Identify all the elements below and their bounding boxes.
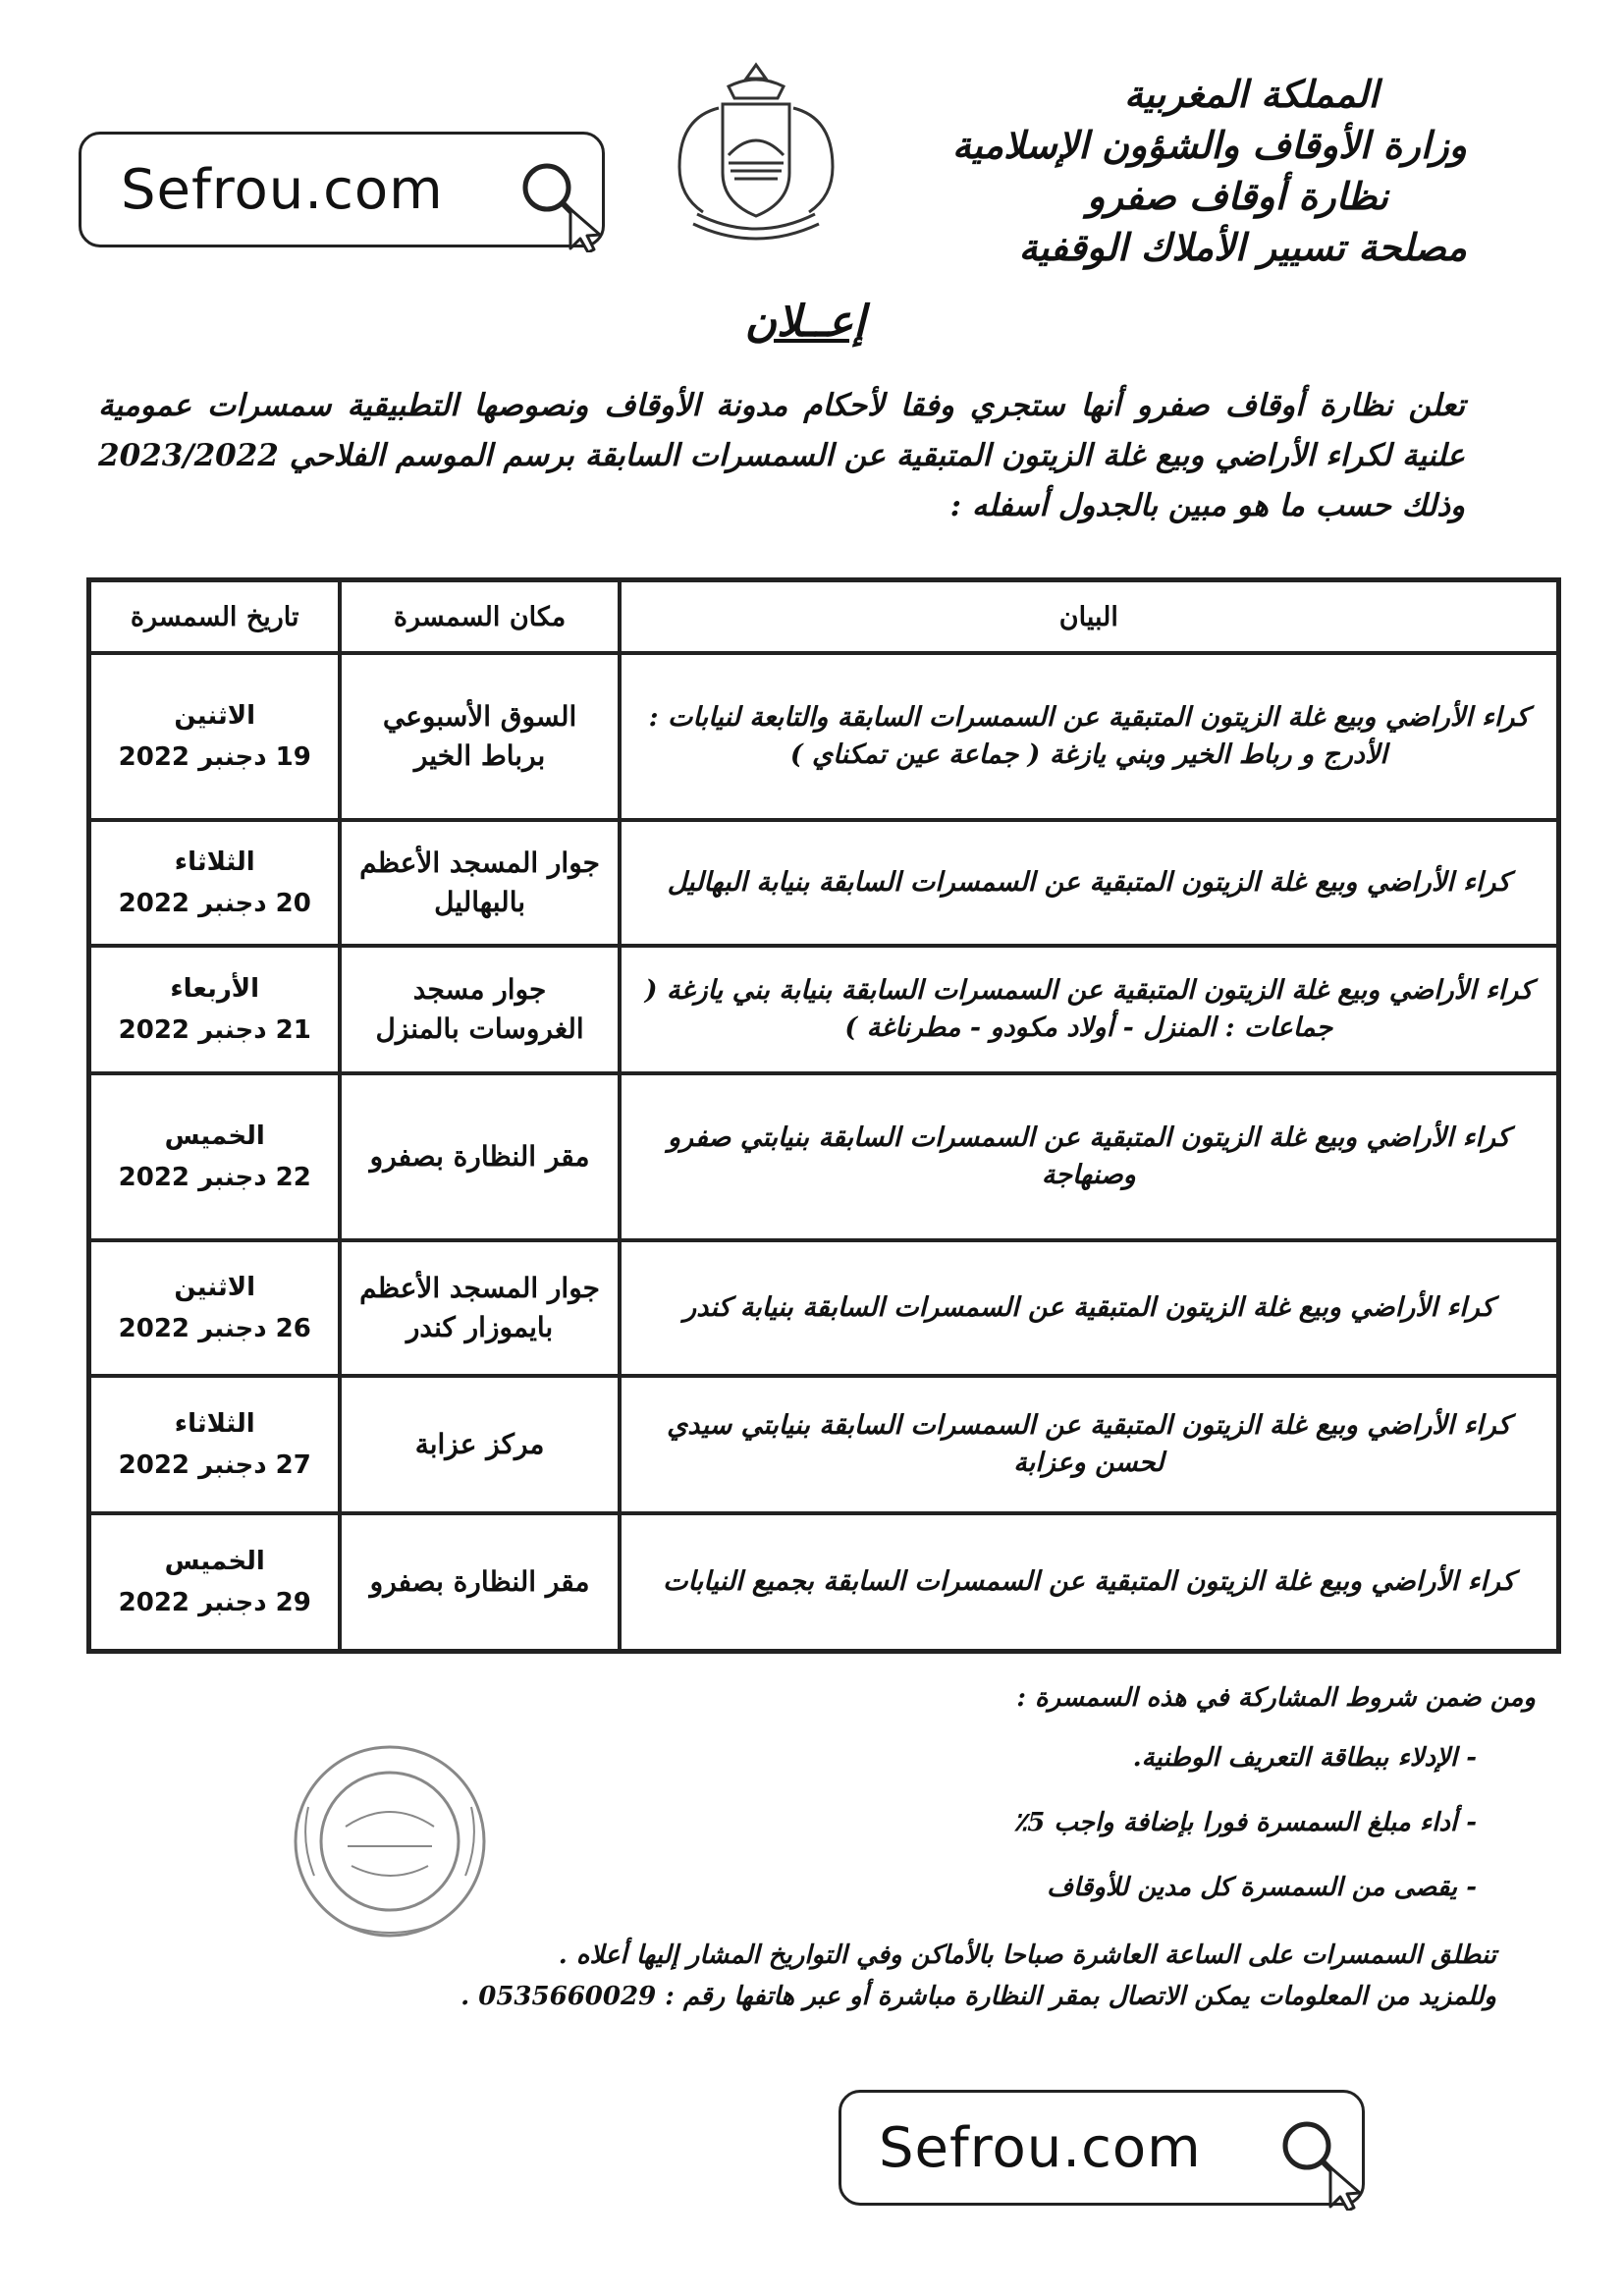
row-place: جوار المسجد الأعظم بايموزار كندر [340,1240,619,1376]
conditions-heading: ومن ضمن شروط المشاركة في هذه السمسرة : [1016,1683,1536,1713]
intro-paragraph: تعلن نظارة أوقاف صفرو أنها ستجري وفقا لأحكام مدونة الأوقاف ونصوصها التطبيقية سمسرات عمومية علنية لكراء الأراضي وبيع غلة الزيتون المتبقية عن السمسرات السابقة برسم الموسم الفلاحي 2023/2022 وذلك حسب ما هو مبين بالجدول أسفله : [98,388,1465,523]
row-desc: كراء الأراضي وبيع غلة الزيتون المتبقية عن السمسرات السابقة بنيابتي صفرو وصنهاجة [620,1073,1558,1240]
row-day: الاثنين [174,1273,256,1302]
participation-conditions [593,1683,1536,1935]
row-date-value: 29 دجنبر 2022 [118,1588,311,1617]
row-date-value: 21 دجنبر 2022 [118,1015,311,1045]
table-row [89,1240,1558,1376]
row-date-value: 20 دجنبر 2022 [118,889,311,918]
row-date-value: 22 دجنبر 2022 [118,1163,311,1192]
row-date [89,653,340,820]
table-row [89,1376,1558,1513]
row-day: الثلاثاء [174,847,255,877]
footer-time-note: تنطلق السمسرات على الساعة العاشرة صباحا بالأماكن وفي التواريخ المشار إليها أعلاه . [558,1941,1496,1970]
condition-item: - أداء مبلغ السمسرة فورا بإضافة واجب 5٪ [1013,1808,1477,1837]
footer-contact-note: وللمزيد من المعلومات يمكن الاتصال بمقر النظارة مباشرة أو عبر هاتفها رقم : 0535660029 . [460,1982,1496,2011]
header-line-service: مصلحة تسيير الأملاك الوقفية [1018,225,1467,269]
watermark-bottom [839,2090,1365,2206]
row-desc: كراء الأراضي وبيع غلة الزيتون المتبقية عن السمسرات السابقة والتابعة لنيابات : الأدرج و رباط الخير وبني يازغة ( جماعة عين تمكناي ) [620,653,1558,820]
row-place: مقر النظارة بصفرو [340,1073,619,1240]
row-place: مقر النظارة بصفرو [340,1513,619,1651]
row-place: جوار المسجد الأعظم بالبهاليل [340,820,619,946]
row-day: الثلاثاء [174,1409,255,1439]
row-desc: كراء الأراضي وبيع غلة الزيتون المتبقية عن السمسرات السابقة بنيابة بني يازغة ( جماعات : المنزل - أولاد مكودو - مطرناغة ) [620,946,1558,1073]
watermark-text: Sefrou.com [121,157,444,222]
row-date-value: 26 دجنبر 2022 [118,1314,311,1343]
row-date [89,820,340,946]
table-header-row [89,580,1558,653]
row-date-value: 19 دجنبر 2022 [118,742,311,772]
row-date [89,1376,340,1513]
schedule-table [86,577,1561,1654]
row-day: الخميس [164,1547,265,1576]
institution-header [917,69,1467,273]
condition-item: - الإدلاء ببطاقة التعريف الوطنية. [1132,1743,1477,1773]
row-date-value: 27 دجنبر 2022 [118,1450,311,1480]
row-day: الخميس [164,1121,265,1151]
watermark-top [79,132,605,247]
row-desc: كراء الأراضي وبيع غلة الزيتون المتبقية عن السمسرات السابقة بنيابتي سيدي لحسن وعزابة [620,1376,1558,1513]
table-row [89,820,1558,946]
row-place: جوار مسجد الغروسات بالمنزل [340,946,619,1073]
header-line-kingdom: المملكة المغربية [1123,72,1379,116]
row-day: الأربعاء [170,974,260,1004]
official-stamp-icon [287,1738,493,1944]
footer-notes [220,1935,1496,2017]
header-desc: البيان [620,580,1558,653]
row-place: السوق الأسبوعي برباط الخير [340,653,619,820]
coat-of-arms-icon [658,57,854,244]
condition-item: - يقصى من السمسرة كل مدين للأوقاف [1047,1873,1477,1902]
row-date [89,1073,340,1240]
table-row [89,1513,1558,1651]
table-row [89,946,1558,1073]
header-place: مكان السمسرة [340,580,619,653]
row-date [89,1240,340,1376]
table-row [89,653,1558,820]
watermark-text: Sefrou.com [879,2115,1202,2180]
row-desc: كراء الأراضي وبيع غلة الزيتون المتبقية عن السمسرات السابقة بنيابة كندر [620,1240,1558,1376]
row-place: مركز عزابة [340,1376,619,1513]
header-line-nadara: نظارة أوقاف صفرو [1087,174,1388,218]
search-cursor-icon [1273,2112,1362,2211]
row-day: الاثنين [174,701,256,731]
row-desc: كراء الأراضي وبيع غلة الزيتون المتبقية عن السمسرات السابقة بنيابة البهاليل [620,820,1558,946]
row-date [89,946,340,1073]
header-line-ministry: وزارة الأوقاف والشؤون الإسلامية [951,123,1467,167]
search-cursor-icon [514,154,602,252]
table-row [89,1073,1558,1240]
row-desc: كراء الأراضي وبيع غلة الزيتون المتبقية عن السمسرات السابقة بجميع النيابات [620,1513,1558,1651]
row-date [89,1513,340,1651]
header-date: تاريخ السمسرة [89,580,340,653]
document-title: إعــلان [744,297,866,347]
